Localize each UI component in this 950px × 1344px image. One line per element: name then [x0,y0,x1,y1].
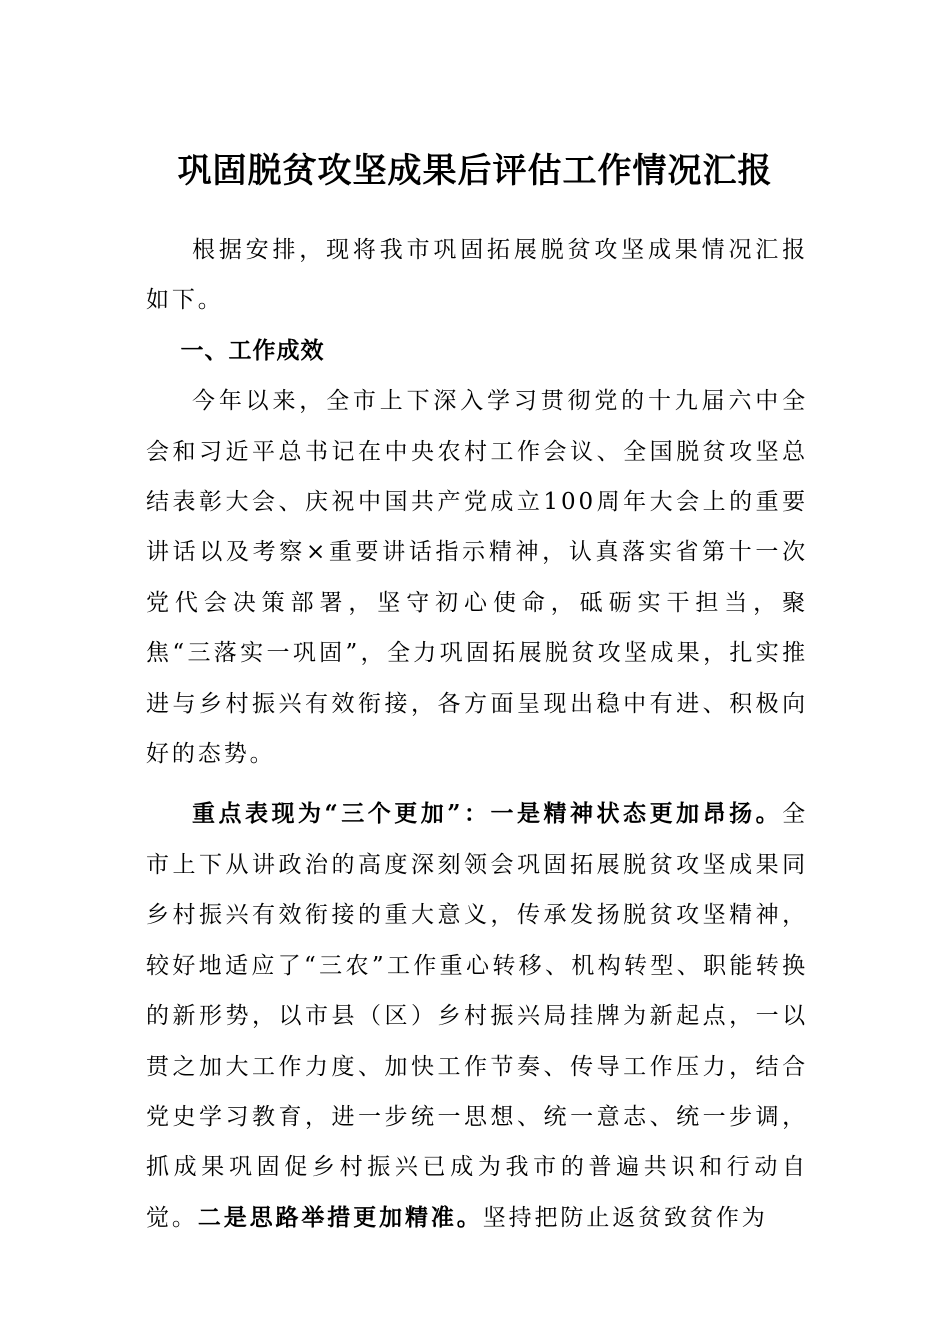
section-heading-work-results: 一、工作成效 [180,336,325,364]
document-title: 巩固脱贫攻坚成果后评估工作情况汇报 [177,150,773,191]
intro-paragraph: 根据安排，现将我市巩固拓展脱贫攻坚成果情况汇报如下。 [146,237,808,314]
document-body [146,225,808,1243]
point1-title: 一是精神状态更加昂扬。 [490,800,783,828]
point2-text: 坚持把防止返贫致贫作为 [482,1204,768,1231]
work-results-paragraph: 今年以来，全市上下深入学习贯彻党的十九届六中全会和习近平总书记在中央农村工作会议、全国脱贫攻坚总结表彰大会、庆祝中国共产党成立100周年大会上的重要讲话以及考察×重要讲话指示精神，认真落实省第十一次党代会决策部署，坚守初心使命，砥砺实干担当，聚焦“三落实一巩固”，全力巩固拓展脱贫攻坚成果，扎实推进与乡村振兴有效衔接，各方面呈现出稳中有进、积极向好的态势。 [146,388,808,768]
three-more-lead: 重点表现为“三个更加”： [192,800,491,828]
three-more-paragraph [146,789,808,1243]
point1-text: 全市上下从讲政治的高度深刻领会巩固拓展脱贫攻坚成果同乡村振兴有效衔接的重大意义，传承发扬脱贫攻坚精神，较好地适应了“三农”工作重心转移、机构转型、职能转换的新形势，以市县（区）乡村振兴局挂牌为新起点，一以贯之加大工作力度、加快工作节奏、传导工作压力，结合党史学习教育，进一步统一思想、统一意志、统一步调，抓成果巩固促乡村振兴已成为我市的普遍共识和行动自觉。 [146,801,808,1231]
point2-title: 二是思路举措更加精准。 [197,1203,483,1231]
